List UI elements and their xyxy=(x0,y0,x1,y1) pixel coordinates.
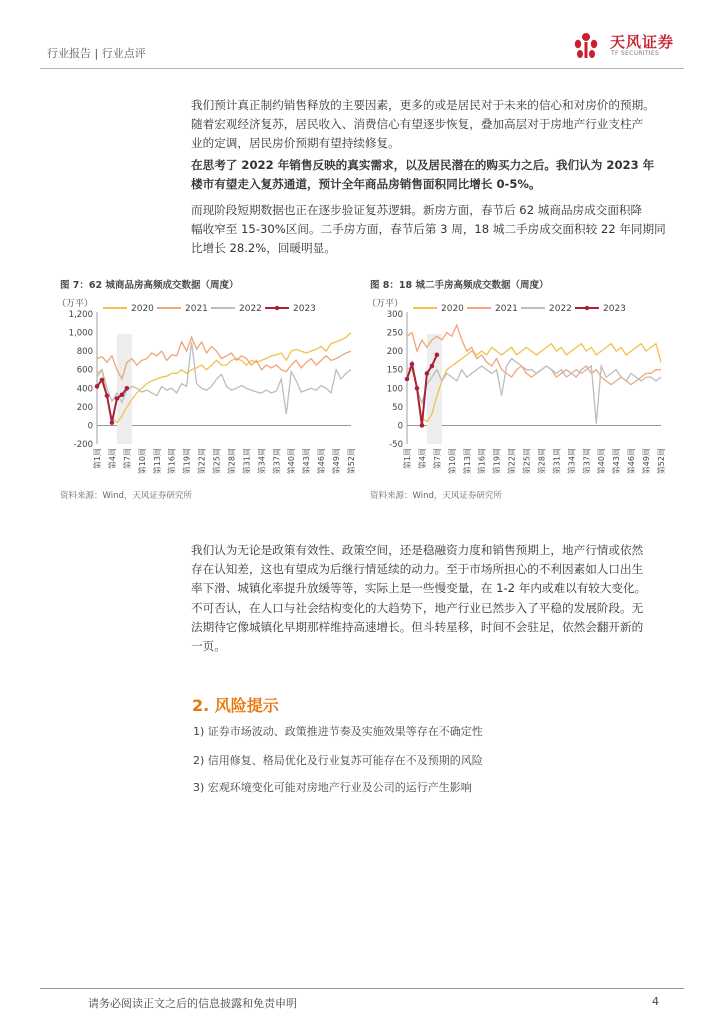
risk-item-1: 1) 证券市场波动、政策推进节奏及实施效果等存在不确定性 xyxy=(193,725,483,738)
data-point-2023 xyxy=(95,384,100,389)
data-point-2023 xyxy=(100,378,105,383)
x-tick-label: 第16周 xyxy=(477,448,487,475)
legend-label-2021: 2021 xyxy=(185,304,208,314)
y-tick-label: 0 xyxy=(87,421,93,432)
paragraph-line: 业的定调，居民房价预期有望持续修复。 xyxy=(191,136,400,150)
paragraph-1 xyxy=(191,96,671,153)
data-point-2023 xyxy=(110,420,115,425)
risk-item-3: 3) 宏观环境变化可能对房地产行业及公司的运行产生影响 xyxy=(193,781,472,794)
logo-name-en: TF SECURITIES xyxy=(611,50,660,57)
y-tick-label: 250 xyxy=(386,328,403,339)
x-tick-label: 第19周 xyxy=(182,448,192,475)
paragraph-line: 我们认为无论是政策有效性、政策空间，还是稳融资力度和销售预期上，地产行情或依然 xyxy=(191,543,644,557)
data-point-2023 xyxy=(125,386,130,391)
x-tick-label: 第52周 xyxy=(657,448,666,475)
x-tick-label: 第22周 xyxy=(507,448,517,475)
highlight-region xyxy=(117,334,132,444)
x-tick-label: 第4周 xyxy=(107,448,117,470)
x-tick-label: 第31周 xyxy=(242,448,252,475)
paragraph-2-bold xyxy=(191,156,671,194)
x-tick-label: 第52周 xyxy=(347,448,356,475)
data-point-2023 xyxy=(435,353,440,358)
data-point-2023 xyxy=(410,362,415,367)
data-point-2023 xyxy=(405,377,410,382)
x-tick-label: 第40周 xyxy=(597,448,607,475)
footer-disclaimer: 请务必阅读正文之后的信息披露和免责申明 xyxy=(88,997,297,1010)
paragraph-line: 楼市有望走入复苏通道，预计全年商品房销售面积同比增长 0-5%。 xyxy=(191,177,541,191)
x-tick-label: 第28周 xyxy=(227,448,237,475)
legend-label-2021: 2021 xyxy=(495,304,518,314)
logo-name-cn: 天风证券 xyxy=(610,33,675,51)
x-tick-label: 第43周 xyxy=(302,448,312,475)
y-tick-label: 150 xyxy=(386,365,403,376)
chart-62-city-new-home xyxy=(55,292,355,487)
figure-8-source: 资料来源：Wind，天风证券研究所 xyxy=(370,491,502,501)
series-line-2022 xyxy=(407,359,661,424)
paragraph-line: 幅收窄至 15-30%区间。二手房方面，春节后第 3 周，18 城二手房成交面积较 22 年同期同 xyxy=(191,222,666,236)
paragraph-5 xyxy=(191,599,671,656)
data-point-2023 xyxy=(425,371,430,376)
x-tick-label: 第46周 xyxy=(317,448,327,475)
x-tick-label: 第13周 xyxy=(152,448,162,475)
paragraph-line: 随着宏观经济复苏，居民收入、消费信心有望逐步恢复，叠加高层对于房地产行业支柱产 xyxy=(191,117,644,131)
data-point-2023 xyxy=(105,393,110,398)
footer-divider xyxy=(40,988,684,989)
series-line-2020 xyxy=(97,333,351,423)
y-tick-label: -200 xyxy=(73,440,93,450)
y-axis-label: （万平） xyxy=(57,299,94,309)
chart-18-city-second-hand xyxy=(365,292,665,487)
y-tick-label: 200 xyxy=(386,347,403,358)
legend-label-2022: 2022 xyxy=(549,304,572,314)
paragraph-line: 法期待它像城镇化早期那样维持高速增长。但斗转星移，时间不会驻足，依然会翻开新的 xyxy=(191,620,644,634)
y-tick-label: -50 xyxy=(389,440,403,450)
x-tick-label: 第40周 xyxy=(287,448,297,475)
y-tick-label: 400 xyxy=(76,384,93,395)
legend-marker-2023 xyxy=(585,306,589,310)
paragraph-line: 比增长 28.2%，回暖明显。 xyxy=(191,241,336,255)
x-tick-label: 第10周 xyxy=(447,448,457,475)
x-tick-label: 第28周 xyxy=(537,448,547,475)
paragraph-line: 不可否认，在人口与社会结构变化的大趋势下，地产行业已然步入了平稳的发展阶段。无 xyxy=(191,601,644,615)
x-tick-label: 第1周 xyxy=(93,448,102,470)
paragraph-line: 而现阶段短期数据也正在逐步验证复苏逻辑。新房方面，春节后 62 城商品房成交面积降 xyxy=(191,203,643,217)
paragraph-line: 在思考了 2022 年销售反映的真实需求，以及居民潜在的购买力之后。我们认为 2023 年 xyxy=(191,158,655,172)
x-tick-label: 第1周 xyxy=(403,448,412,470)
x-tick-label: 第34周 xyxy=(257,448,267,475)
report-category: 行业报告 | 行业点评 xyxy=(47,47,146,60)
legend-label-2023: 2023 xyxy=(293,304,316,314)
x-tick-label: 第43周 xyxy=(612,448,622,475)
y-tick-label: 100 xyxy=(386,384,403,395)
paragraph-line: 率下滑、城镇化率提升放缓等等，实际上是一些慢变量，在 1-2 年内或难以有较大变化。 xyxy=(191,581,647,595)
data-point-2023 xyxy=(430,364,435,369)
y-axis-label: （万平） xyxy=(367,299,404,309)
figure-8-title: 图 8：18 城二手房高频成交数据（周度） xyxy=(370,280,549,291)
risk-item-2: 2) 信用修复、格局优化及行业复苏可能存在不及预期的风险 xyxy=(193,754,483,767)
legend-label-2023: 2023 xyxy=(603,304,626,314)
x-tick-label: 第49周 xyxy=(642,448,652,475)
x-tick-label: 第10周 xyxy=(137,448,147,475)
legend-label-2020: 2020 xyxy=(131,304,154,314)
y-tick-label: 200 xyxy=(76,402,93,413)
data-point-2023 xyxy=(415,386,420,391)
legend-label-2020: 2020 xyxy=(441,304,464,314)
paragraph-line: 我们预计真正制约销售释放的主要因素，更多的或是居民对于未来的信心和对房价的预期。 xyxy=(191,98,655,112)
x-tick-label: 第25周 xyxy=(522,448,532,475)
legend-marker-2023 xyxy=(275,306,279,310)
y-tick-label: 1,000 xyxy=(68,328,93,339)
series-line-2021 xyxy=(97,337,351,379)
data-point-2023 xyxy=(420,423,425,428)
legend-label-2022: 2022 xyxy=(239,304,262,314)
paragraph-4 xyxy=(191,541,671,598)
x-tick-label: 第19周 xyxy=(492,448,502,475)
data-point-2023 xyxy=(115,396,120,401)
figure-7-source: 资料来源：Wind，天风证券研究所 xyxy=(60,491,192,501)
x-tick-label: 第49周 xyxy=(332,448,342,475)
page-number: 4 xyxy=(652,995,659,1008)
y-tick-label: 300 xyxy=(386,310,403,320)
x-tick-label: 第46周 xyxy=(627,448,637,475)
data-point-2023 xyxy=(120,392,125,397)
x-tick-label: 第31周 xyxy=(552,448,562,475)
paragraph-line: 一页。 xyxy=(191,639,226,653)
y-tick-label: 0 xyxy=(397,421,403,432)
series-line-2020 xyxy=(407,344,661,422)
x-tick-label: 第16周 xyxy=(167,448,177,475)
x-tick-label: 第4周 xyxy=(417,448,427,470)
x-tick-label: 第7周 xyxy=(432,448,442,470)
x-tick-label: 第25周 xyxy=(212,448,222,475)
x-tick-label: 第34周 xyxy=(567,448,577,475)
x-tick-label: 第37周 xyxy=(272,448,282,475)
x-tick-label: 第13周 xyxy=(462,448,472,475)
x-tick-label: 第22周 xyxy=(197,448,207,475)
y-tick-label: 600 xyxy=(76,365,93,376)
logo-flower-icon xyxy=(575,33,597,58)
y-tick-label: 50 xyxy=(392,402,403,413)
paragraph-line: 存在认知差，这也有望成为后继行情延续的动力。至于市场所担心的不利因素如人口出生 xyxy=(191,562,644,576)
section-title-risk: 2. 风险提示 xyxy=(192,696,279,715)
x-tick-label: 第37周 xyxy=(582,448,592,475)
figure-7-title: 图 7：62 城商品房高频成交数据（周度） xyxy=(60,280,239,291)
y-tick-label: 800 xyxy=(76,347,93,358)
header-divider xyxy=(40,68,684,69)
paragraph-3 xyxy=(191,201,671,258)
series-line-2022 xyxy=(97,342,351,414)
y-tick-label: 1,200 xyxy=(68,310,93,320)
x-tick-label: 第7周 xyxy=(122,448,132,470)
